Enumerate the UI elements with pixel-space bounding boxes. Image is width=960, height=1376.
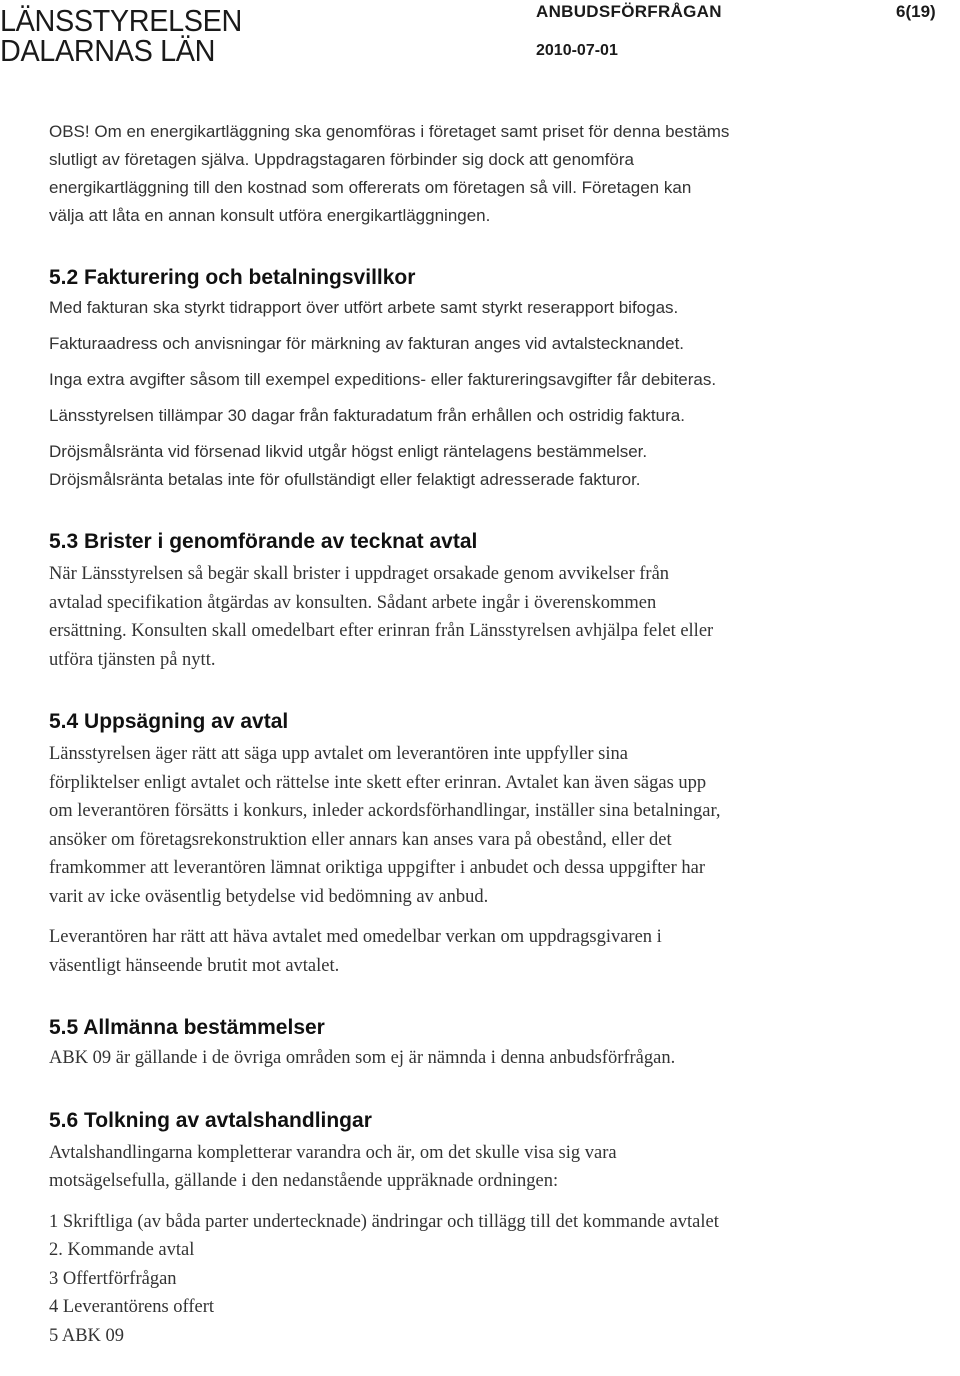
section-5-3-line: utföra tjänsten på nytt. — [49, 649, 216, 670]
section-5-4-line: ansöker om företagsrekonstruktion eller annars kan anses vara på obestånd, eller det — [49, 829, 672, 850]
order-list — [49, 1208, 929, 1351]
section-5-4-line: om leverantören försätts i konkurs, inleder ackordsförhandlingar, inställer sina betalningar, — [49, 801, 721, 821]
section-5-4-line: väsentligt hänseende brutit mot avtalet. — [49, 955, 340, 976]
section-5-6-line: Avtalshandlingarna kompletterar varandra och är, om det skulle visa sig vara — [49, 1142, 617, 1163]
intro-line: OBS! Om en energikartläggning ska genomföras i företaget samt priset för denna bestäms — [49, 122, 730, 141]
section-5-4-line: Länsstyrelsen äger rätt att säga upp avtalet om leverantören inte uppfyller sina — [49, 744, 628, 764]
section-5-2-p1: Med fakturan ska styrkt tidrapport över utfört arbete samt styrkt reserapport bifogas. — [49, 298, 679, 317]
section-5-2-p3: Inga extra avgifter såsom till exempel expeditions- eller faktureringsavgifter får debiteras. — [49, 370, 717, 389]
section-5-3-paragraph — [49, 560, 929, 674]
intro-line: slutligt av företagen själva. Uppdragstagaren förbinder sig dock att genomföra — [49, 150, 634, 169]
section-heading-5-4: 5.4 Uppsägning av avtal — [49, 710, 289, 733]
section-5-2-p5-line2: Dröjsmålsränta betalas inte för ofullständigt eller felaktigt adresserade fakturor. — [49, 470, 641, 489]
list-item: 3 Offertförfrågan — [49, 1268, 177, 1289]
section-5-3-line: ersättning. Konsulten skall omedelbart efter erinran från Länsstyrelsen avhjälpa felet eller — [49, 621, 714, 641]
section-5-3-line: avtalad specifikation åtgärdas av konsulten. Sådant arbete ingår i överenskommen — [49, 592, 657, 613]
logo-line-2: DALARNAS LÄN — [0, 33, 216, 68]
section-5-6-paragraph — [49, 1139, 929, 1196]
section-5-2-p2: Fakturaadress och anvisningar för märkning av fakturan anges vid avtalstecknandet. — [49, 334, 685, 353]
section-5-4-line: Leverantören har rätt att häva avtalet med omedelbar verkan om uppdragsgivaren i — [49, 927, 662, 947]
section-5-5-p1: ABK 09 är gällande i de övriga områden som ej är nämnda i denna anbudsförfrågan. — [49, 1048, 676, 1068]
list-item: 5 ABK 09 — [49, 1325, 125, 1346]
section-5-4-paragraph-1 — [49, 740, 929, 911]
section-5-4-line: varit av icke oväsentlig betydelse vid bedömning av anbud. — [49, 886, 489, 907]
section-5-3-line: När Länsstyrelsen så begär skall brister i uppdraget orsakade genom avvikelser från — [49, 564, 670, 584]
logo — [0, 3, 242, 68]
section-heading-5-3: 5.3 Brister i genomförande av tecknat avtal — [49, 530, 478, 553]
intro-line: energikartläggning till den kostnad som offererats om företagen så vill. Företagen kan — [49, 178, 692, 197]
section-heading-5-6: 5.6 Tolkning av avtalshandlingar — [49, 1108, 372, 1132]
intro-paragraph — [49, 118, 929, 230]
logo-line-1: LÄNSSTYRELSEN — [0, 3, 242, 38]
section-5-2-p4: Länsstyrelsen tillämpar 30 dagar från fakturadatum från erhållen och ostridig faktura. — [49, 406, 685, 425]
document-title: ANBUDSFÖRFRÅGAN — [536, 2, 722, 21]
page-number: 6(19) — [896, 2, 936, 21]
intro-line: välja att låta en annan konsult utföra energikartläggningen. — [49, 206, 491, 225]
list-item: 2. Kommande avtal — [49, 1240, 195, 1260]
document-body — [49, 118, 929, 1350]
section-5-4-line: framkommer att leverantören lämnat oriktiga uppgifter i anbudet och dessa uppgifter har — [49, 858, 706, 878]
section-5-6-line: motsägelsefulla, gällande i den nedanstående uppräknade ordningen: — [49, 1171, 559, 1191]
section-heading-5-5: 5.5 Allmänna bestämmelser — [49, 1016, 325, 1039]
list-item: 1 Skriftliga (av båda parter undertecknade) ändringar och tillägg till det kommande avtalet — [49, 1211, 719, 1232]
section-5-4-line: förpliktelser enligt avtalet och rättelse inte skett efter erinran. Avtalet kan även sägas upp — [49, 772, 707, 793]
list-item: 4 Leverantörens offert — [49, 1297, 215, 1317]
section-5-2-p5-line1: Dröjsmålsränta vid försenad likvid utgår högst enligt räntelagens bestämmelser. — [49, 442, 648, 461]
section-5-4-paragraph-2 — [49, 923, 929, 980]
section-heading-5-2: 5.2 Fakturering och betalningsvillkor — [49, 266, 416, 289]
document-date: 2010-07-01 — [536, 42, 618, 59]
